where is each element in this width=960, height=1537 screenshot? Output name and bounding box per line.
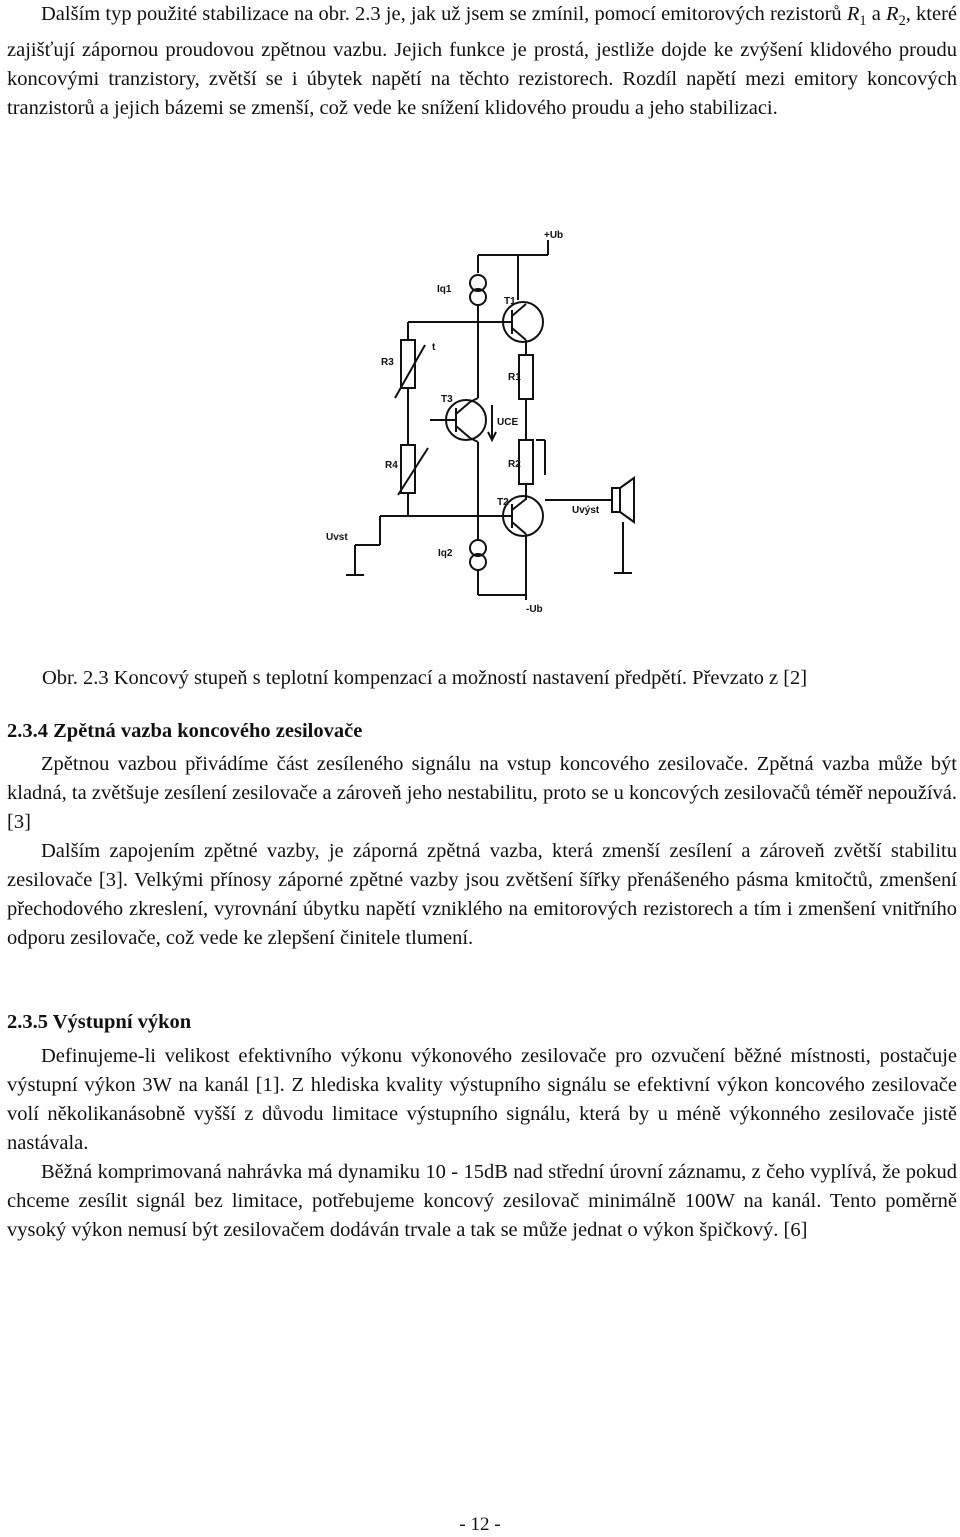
section-235-paragraph-1: Definujeme-li velikost efektivního výkonu výkonového zesilovače pro ozvučení běžné místnosti, postačuje výstupní výkon 3W na kanál [1]. Z hlediska kvality výstupního signálu se efektivní výkon koncového zesilovače volí několikanásobně vyšší z důvodu limitace výstupního signálu, která by u méně výkonného zesilovače jistě nastávala.	[7, 1045, 957, 1154]
label-t3: T3	[441, 394, 453, 405]
intro-line2c: , které zajišťují zápornou proudovou zpětnou vazbu. Jejich funkce je prostá, jestliže dojde ke zvýšení klidového proudu koncovými tranzistory, zvětší se i úbytek napětí na těchto rezistorech. Rozdíl napětí mezi emitory koncových tranzistorů a jejich bázemi se zmenší, což vede ke snížení klidového proudu a jeho stabilizaci.	[7, 3, 958, 120]
section-234-paragraph-2: Dalším zapojením zpětné vazby, je záporná zpětná vazba, která zmenší zesílení a zároveň zvětší stabilitu zesilovače [3]. Velkými přínosy záporné zpětné vazby jsou zvětšení šířky přenášeného pásma kmitočtů, zmenšení přechodového zkreslení, vyrovnání úbytku napětí vzniklého na emitorových rezistorech a tím i zmenšení vnitřního odporu zesilovače, což vede ke zlepšení činitele tlumení.	[7, 840, 957, 949]
page-number-text: - 12 -	[459, 1514, 501, 1535]
page-number	[0, 1514, 960, 1536]
label-r1: R1	[508, 372, 521, 383]
label-minus-ub: -Ub	[526, 604, 543, 615]
label-r3: R3	[381, 357, 394, 368]
label-r4: R4	[385, 460, 398, 471]
label-t2: T2	[497, 497, 509, 508]
label-iq2: Iq2	[438, 548, 453, 559]
section-235-paragraph-2: Běžná komprimovaná nahrávka má dynamiku 10 - 15dB nad střední úrovní záznamu, z čeho vyplívá, že pokud chceme zesílit signál bez limitace, potřebujeme koncový zesilovač minimálně 100W na kanál. Tento poměrně vysoký výkon nemusí být zesilovačem dodáván trvale a tak se může jednat o výkon špičkový. [6]	[7, 1161, 957, 1241]
label-r2: R2	[508, 459, 521, 470]
section-234-paragraph-1: Zpětnou vazbou přivádíme část zesíleného signálu na vstup koncového zesilovače. Zpětná vazba může být kladná, ta zvětšuje zesílení zesilovače a zároveň jeho nestabilitu, proto se u koncových zesilovačů téměř nepoužívá. [3]	[7, 753, 957, 833]
section-234-heading: 2.3.4 Zpětná vazba koncového zesilovače	[7, 720, 363, 742]
label-uvyst: Uvýst	[572, 505, 600, 516]
label-plus-ub: +Ub	[544, 230, 564, 241]
r1-symbol: R	[846, 3, 860, 25]
intro-paragraph	[7, 0, 957, 123]
label-uvst: Uvst	[326, 532, 348, 543]
figure-caption: Obr. 2.3 Koncový stupeň s teplotní kompenzací a možností nastavení předpětí. Převzato z [2]	[42, 667, 808, 689]
label-t1: T1	[504, 296, 516, 307]
label-iq1: Iq1	[437, 284, 452, 295]
r2-subscript: 2	[898, 13, 906, 30]
intro-line2b: a	[866, 3, 887, 25]
intro-line1: Dalším typ použité stabilizace na obr. 2.3 je, jak už jsem se zmínil, pomocí emitorových	[41, 3, 765, 25]
label-thermistor-t: t	[432, 342, 436, 353]
r1-subscript: 1	[859, 13, 867, 30]
intro-line2a: rezistorů	[769, 3, 847, 25]
circuit-schematic	[310, 220, 640, 620]
section-235-heading: 2.3.5 Výstupní výkon	[7, 1011, 192, 1033]
label-uce: UCE	[497, 417, 519, 428]
r2-symbol: R	[886, 3, 899, 25]
